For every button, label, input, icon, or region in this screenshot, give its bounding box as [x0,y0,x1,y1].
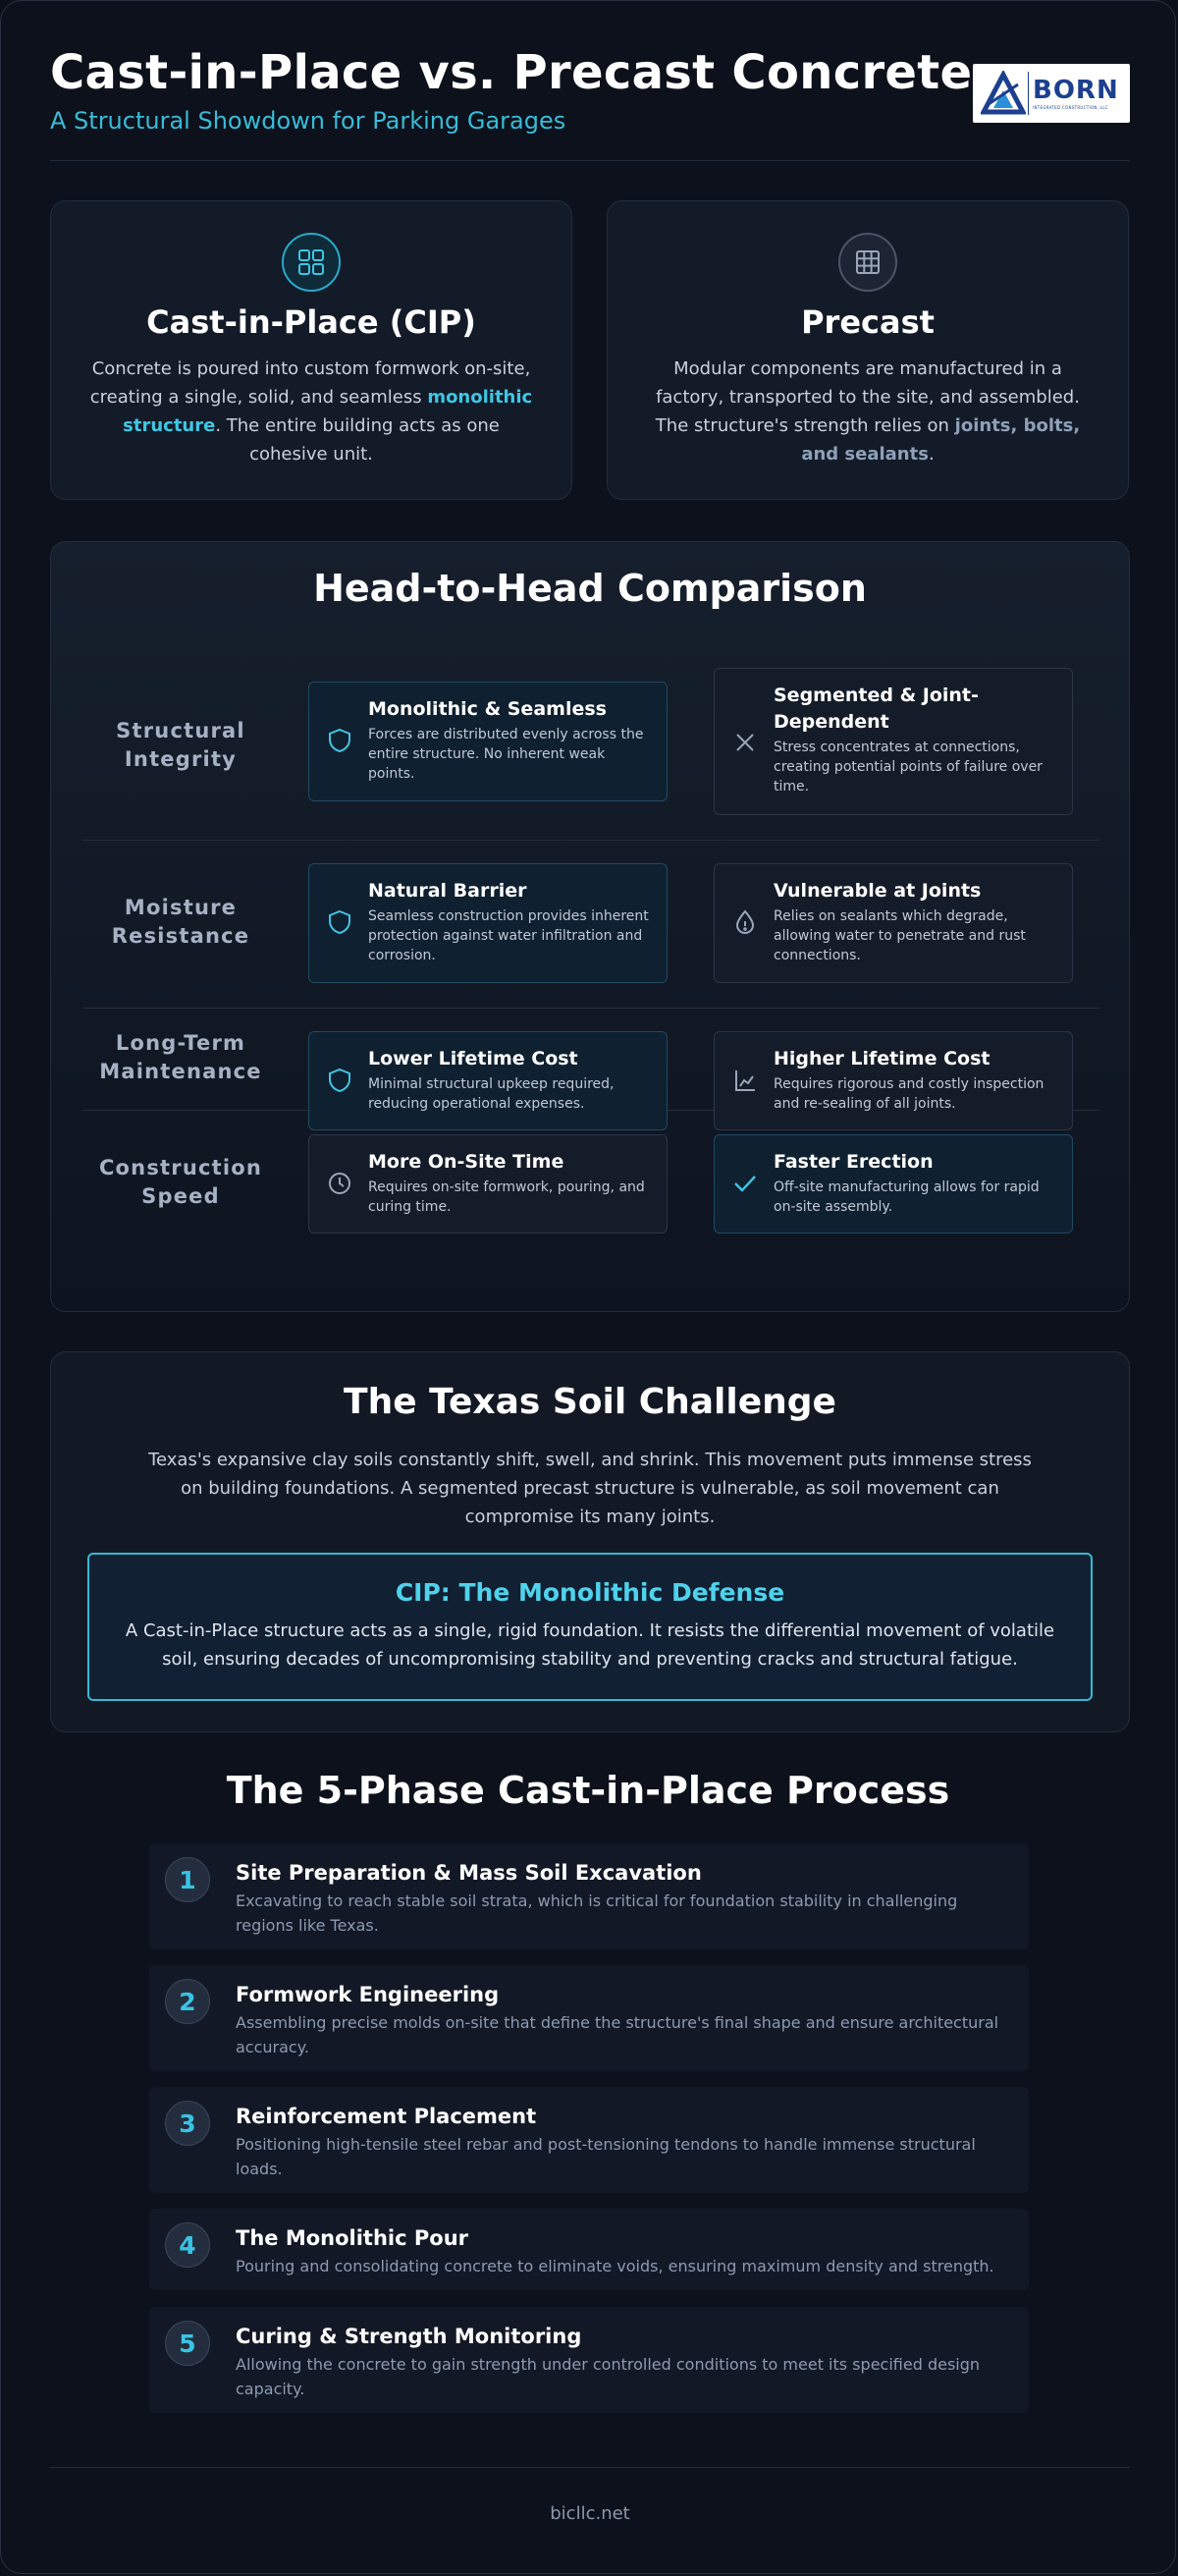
cip-cell [308,1134,668,1233]
step-number: 3 [165,2101,210,2146]
cell-title: More On-Site Time [368,1151,564,1173]
x-icon [732,730,758,755]
cell-desc: Relies on sealants which degrade, allowing water to penetrate and rust connections. [774,908,1026,963]
precast-cell [714,1134,1073,1233]
precast-cell [714,668,1073,815]
process-step [149,1843,1029,1949]
defense-title: CIP: The Monolithic Defense [395,1578,785,1607]
row-label: Long-Term Maintenance [99,1031,262,1083]
cell-title: Monolithic & Seamless [368,698,607,720]
logo-triangle-icon [981,71,1026,116]
comparison-section [50,541,1130,1312]
droplet-alert-icon [732,909,758,935]
cip-cell [308,682,668,801]
step-desc: Excavating to reach stable soil strata, which is critical for foundation stability in challenging regions like Texas. [236,1891,958,1935]
cell-desc: Seamless construction provides inherent protection against water infiltration and corrosion. [368,908,649,963]
cell-title: Vulnerable at Joints [774,880,982,902]
precast-card [607,200,1129,500]
comparison-title: Head-to-Head Comparison [313,567,867,610]
process-title: The 5-Phase Cast-in-Place Process [226,1769,950,1812]
comparison-row-structural-integrity [82,658,1099,841]
step-title: Curing & Strength Monitoring [236,2325,582,2348]
cip-cell [308,863,668,983]
row-label: Structural Integrity [116,719,245,771]
process-step [149,2307,1029,2413]
cell-title: Segmented & Joint-Dependent [774,685,979,733]
soil-title: The Texas Soil Challenge [344,1382,836,1422]
step-title: Reinforcement Placement [236,2105,537,2128]
trending-chart-icon [732,1068,758,1093]
cell-title: Lower Lifetime Cost [368,1048,578,1069]
cell-desc: Off-site manufacturing allows for rapid on-site assembly. [774,1179,1040,1215]
step-desc: Positioning high-tensile steel rebar and post-tensioning tendons to handle immense structural loads. [236,2135,976,2178]
process-step [149,1965,1029,2071]
step-number: 2 [165,1979,210,2024]
precast-highlight: joints, bolts, and sealants [801,415,1081,465]
clock-icon [327,1171,352,1196]
step-title: The Monolithic Pour [236,2226,468,2250]
footer [50,2467,1130,2524]
process-step [149,2209,1029,2290]
precast-card-title: Precast [801,303,935,341]
cell-desc: Requires on-site formwork, pouring, and curing time. [368,1179,645,1215]
step-number: 5 [165,2321,210,2366]
logo-tagline: INTEGRATED CONSTRUCTION, LLC [1033,104,1108,110]
check-icon [732,1171,758,1196]
page-title: Cast-in-Place vs. Precast Concrete [50,45,973,100]
cell-title: Faster Erection [774,1151,934,1173]
cip-highlight: monolithic structure [123,387,533,436]
cell-desc: Requires rigorous and costly inspection and re-sealing of all joints. [774,1076,1044,1112]
page-subtitle: A Structural Showdown for Parking Garages [50,107,566,135]
step-number: 4 [165,2222,210,2268]
logo-wordmark: BORN [1033,75,1119,105]
step-title: Formwork Engineering [236,1983,500,2006]
step-desc: Pouring and consolidating concrete to eliminate voids, ensuring maximum density and strength. [236,2257,994,2275]
row-label: Construction Speed [98,1156,263,1208]
grid-icon [838,233,897,292]
precast-cell [714,863,1073,983]
step-desc: Assembling precise molds on-site that define the structure's final shape and ensure architectural accuracy. [236,2013,999,2056]
step-title: Site Preparation & Mass Soil Excavation [236,1861,702,1885]
shield-icon [327,728,352,753]
cell-title: Higher Lifetime Cost [774,1048,991,1069]
soil-intro: Texas's expansive clay soils constantly shift, swell, and shrink. This movement puts immense stress on building foundations. A segmented precast structure is vulnerable, as soil movement can compromise its many joints. [148,1450,1032,1527]
cip-card-title: Cast-in-Place (CIP) [146,303,476,341]
row-label: Moisture Resistance [111,896,250,948]
defense-text: A Cast-in-Place structure acts as a single, rigid foundation. It resists the differential movement of volatile soil, ensuring decades of uncompromising stability and preventing cracks and structural fatigue. [125,1620,1055,1670]
cell-desc: Stress concentrates at connections, creating potential points of failure over time. [774,740,1043,795]
header [50,44,1130,161]
cip-card [50,200,572,500]
cip-card-text: Concrete is poured into custom formwork on-site, creating a single, solid, and seamless monolithic structure. The entire building acts as one cohesive unit. [89,358,533,465]
comparison-row-moisture-resistance [82,840,1099,1009]
shield-icon [327,1068,352,1093]
cell-desc: Minimal structural upkeep required, reducing operational expenses. [368,1076,615,1112]
company-logo [973,64,1130,123]
precast-card-text: Modular components are manufactured in a factory, transported to the site, and assembled. The structure's strength relies on joints, bolts, and sealants. [655,358,1081,465]
step-number: 1 [165,1857,210,1902]
comparison-row-construction-speed [82,1110,1099,1277]
cell-desc: Forces are distributed evenly across the entire structure. No inherent weak points. [368,727,644,782]
defense-callout [87,1553,1093,1701]
soil-section [50,1351,1130,1732]
process-step [149,2087,1029,2193]
shield-icon [327,909,352,935]
footer-link[interactable]: bicllc.net [550,2503,630,2524]
step-desc: Allowing the concrete to gain strength under controlled conditions to meet its specified design capacity. [236,2355,981,2398]
comparison-row-long-term-maintenance [82,1008,1099,1111]
cell-title: Natural Barrier [368,880,527,902]
modules-icon [282,233,341,292]
